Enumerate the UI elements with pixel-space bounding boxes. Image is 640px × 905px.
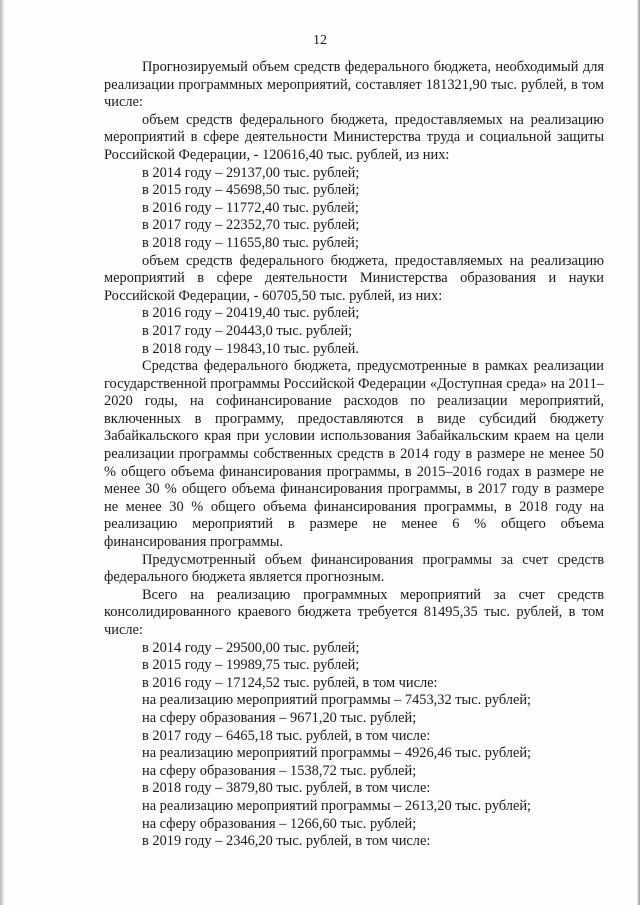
- list-item: на реализацию мероприятий программы – 7453,32 тыс. рублей;: [142, 692, 532, 709]
- list-item: в 2015 году – 45698,50 тыс. рублей;: [142, 182, 360, 199]
- list-item: в 2016 году – 11772,40 тыс. рублей;: [142, 199, 359, 216]
- list-item: в 2014 году – 29137,00 тыс. рублей;: [142, 164, 360, 181]
- list-item: на сферу образования – 1266,60 тыс. рублей;: [142, 815, 417, 832]
- paragraph-regional-budget: Всего на реализацию программных мероприятий за счет средств консолидированного краевого бюджета требуется 81495,35 тыс. рублей, в том числе:: [104, 586, 604, 638]
- paragraph-forecast: Предусмотренный объем финансирования программы за счет средств федерального бюджета является прогнозным.: [104, 551, 604, 586]
- page-number: 12: [313, 33, 327, 48]
- list-item: на реализацию мероприятий программы – 4926,46 тыс. рублей;: [142, 745, 532, 762]
- list-item: в 2018 году – 11655,80 тыс. рублей;: [142, 234, 359, 251]
- list-item: в 2017 году – 6465,18 тыс. рублей, в том числе:: [142, 727, 431, 744]
- scan-left-edge: [0, 0, 4, 905]
- list-item: в 2016 году – 20419,40 тыс. рублей;: [142, 305, 360, 322]
- list-item: в 2019 году – 2346,20 тыс. рублей, в том числе:: [142, 833, 431, 850]
- list-item: в 2018 году – 19843,10 тыс. рублей.: [142, 340, 359, 357]
- list-item: в 2014 году – 29500,00 тыс. рублей;: [142, 639, 360, 656]
- list-item: на сферу образования – 1538,72 тыс. рублей;: [142, 762, 417, 779]
- document-body: [104, 59, 604, 851]
- list-item: на реализацию мероприятий программы – 2613,20 тыс. рублей;: [142, 797, 532, 814]
- paragraph-mintrud: объем средств федерального бюджета, предоставляемых на реализацию мероприятий в сфере деятельности Министерства труда и социальной защиты Российской Федерации, - 120616,40 тыс. рублей, из них:: [104, 111, 604, 163]
- paragraph-cofinancing: Средства федерального бюджета, предусмотренные в рамках реализации государственной программы Российской Федерации «Доступная среда» на 2011–2020 годы, на софинансирование расходов по реализации мероприятий, включенных в программу, предоставляются в виде субсидий бюджету Забайкальского края при условии использования Забайкальским краем на цели реализации программы собственных средств в 2014 году в размере не менее 50 % общего объема финансирования программы, в 2015–2016 годах в размере не менее 30 % общего объема финансирования программы, в 2017 году в размере не менее 30 % общего объема финансирования программы, в 2018 году на реализацию мероприятий в размере не менее 6 % общего объема финансирования программы.: [104, 358, 604, 551]
- paragraph-minobrnauki: объем средств федерального бюджета, предоставляемых на реализацию мероприятий в сфере деятельности Министерства образования и науки Российской Федерации, - 60705,50 тыс. рублей, из них:: [104, 252, 604, 304]
- list-item: в 2016 году – 17124,52 тыс. рублей, в том числе:: [142, 674, 438, 691]
- paragraph-intro: Прогнозируемый объем средств федерального бюджета, необходимый для реализации программных мероприятий, составляет 181321,90 тыс. рублей, в том числе:: [104, 59, 604, 111]
- list-item: на сферу образования – 9671,20 тыс. рублей;: [142, 709, 417, 726]
- list-item: в 2017 году – 20443,0 тыс. рублей;: [142, 322, 353, 339]
- list-item: в 2015 году – 19989,75 тыс. рублей;: [142, 657, 360, 674]
- list-item: в 2018 году – 3879,80 тыс. рублей, в том числе:: [142, 780, 431, 797]
- list-item: в 2017 году – 22352,70 тыс. рублей;: [142, 217, 360, 234]
